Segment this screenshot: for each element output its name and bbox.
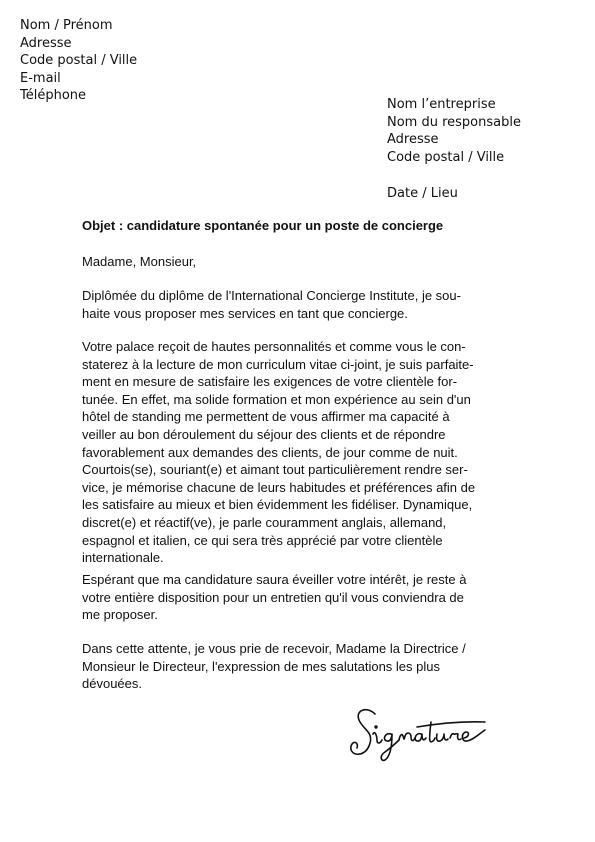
paragraph-line: hôtel de standing me permettent de vous affirmer ma capacité à: [82, 409, 450, 425]
sender-address: Adresse: [20, 35, 72, 51]
handwritten-signature: [345, 700, 495, 770]
sender-phone: Téléphone: [20, 88, 87, 104]
paragraph-line: Diplômée du diplôme de l'International Concierge Institute, je sou-: [82, 288, 461, 303]
recipient-company: Nom l’entreprise: [387, 97, 496, 112]
recipient-address-block: [387, 96, 521, 166]
sender-address-block: [20, 17, 137, 105]
paragraph-line: staterez à la lecture de mon curriculum vitae ci-joint, je suis parfaite-: [82, 356, 474, 372]
paragraph-line: discret(e) et réactif(ve), je parle couramment anglais, allemand,: [82, 514, 447, 530]
paragraph-line: tunée. En effet, ma solide formation et mon expérience au sein d'un: [82, 391, 471, 407]
recipient-postal-city: Code postal / Ville: [387, 149, 505, 165]
recipient-address: Adresse: [387, 132, 439, 148]
sender-name: Nom / Prénom: [20, 18, 113, 33]
paragraph-line: internationale.: [82, 550, 164, 566]
sender-email: E-mail: [20, 70, 61, 86]
paragraph-line: me proposer.: [82, 607, 158, 623]
recipient-manager: Nom du responsable: [387, 114, 521, 130]
paragraph-1: [82, 287, 506, 322]
salutation-text: Madame, Monsieur,: [82, 254, 197, 269]
paragraph-line: espagnol et italien, ce qui sera très apprécié par votre clientèle: [82, 532, 443, 548]
paragraph-line: Dans cette attente, je vous prie de recevoir, Madame la Directrice /: [82, 641, 466, 656]
paragraph-line: veiller au bon déroulement du séjour des clients et de répondre: [82, 426, 446, 442]
paragraph-line: Espérant que ma candidature saura éveiller votre intérêt, je reste à: [82, 572, 467, 587]
paragraph-line: favorablement aux demandes des clients, de jour comme de nuit.: [82, 444, 458, 460]
paragraph-line: votre entière disposition pour un entretien qu'il vous conviendra de: [82, 589, 464, 605]
paragraph-line: Votre palace reçoit de hautes personnalités et comme vous le con-: [82, 339, 466, 354]
paragraph-line: vice, je mémorise chacune de leurs habitudes et préférences afin de: [82, 479, 476, 495]
paragraph-4: [82, 640, 506, 693]
paragraph-line: Courtois(se), souriant(e) et aimant tout particulièrement rendre ser-: [82, 462, 468, 478]
paragraph-line: dévouées.: [82, 676, 142, 692]
paragraph-2: [82, 338, 506, 567]
salutation: [82, 253, 506, 271]
paragraph-3: [82, 571, 506, 624]
letter-subject: Objet : candidature spontanée pour un poste de concierge: [82, 218, 444, 233]
paragraph-line: les satisfaire au mieux et bien évidemment les fidéliser. Dynamique,: [82, 497, 473, 513]
date-place-text: Date / Lieu: [387, 186, 458, 201]
sender-postal-city: Code postal / Ville: [20, 53, 138, 69]
date-place: [387, 185, 458, 203]
paragraph-line: Monsieur le Directeur, l'expression de mes salutations les plus: [82, 658, 440, 674]
paragraph-line: haite vous proposer mes services en tant que concierge.: [82, 305, 408, 321]
paragraph-line: ment en mesure de satisfaire les exigences de votre clientèle for-: [82, 374, 458, 390]
